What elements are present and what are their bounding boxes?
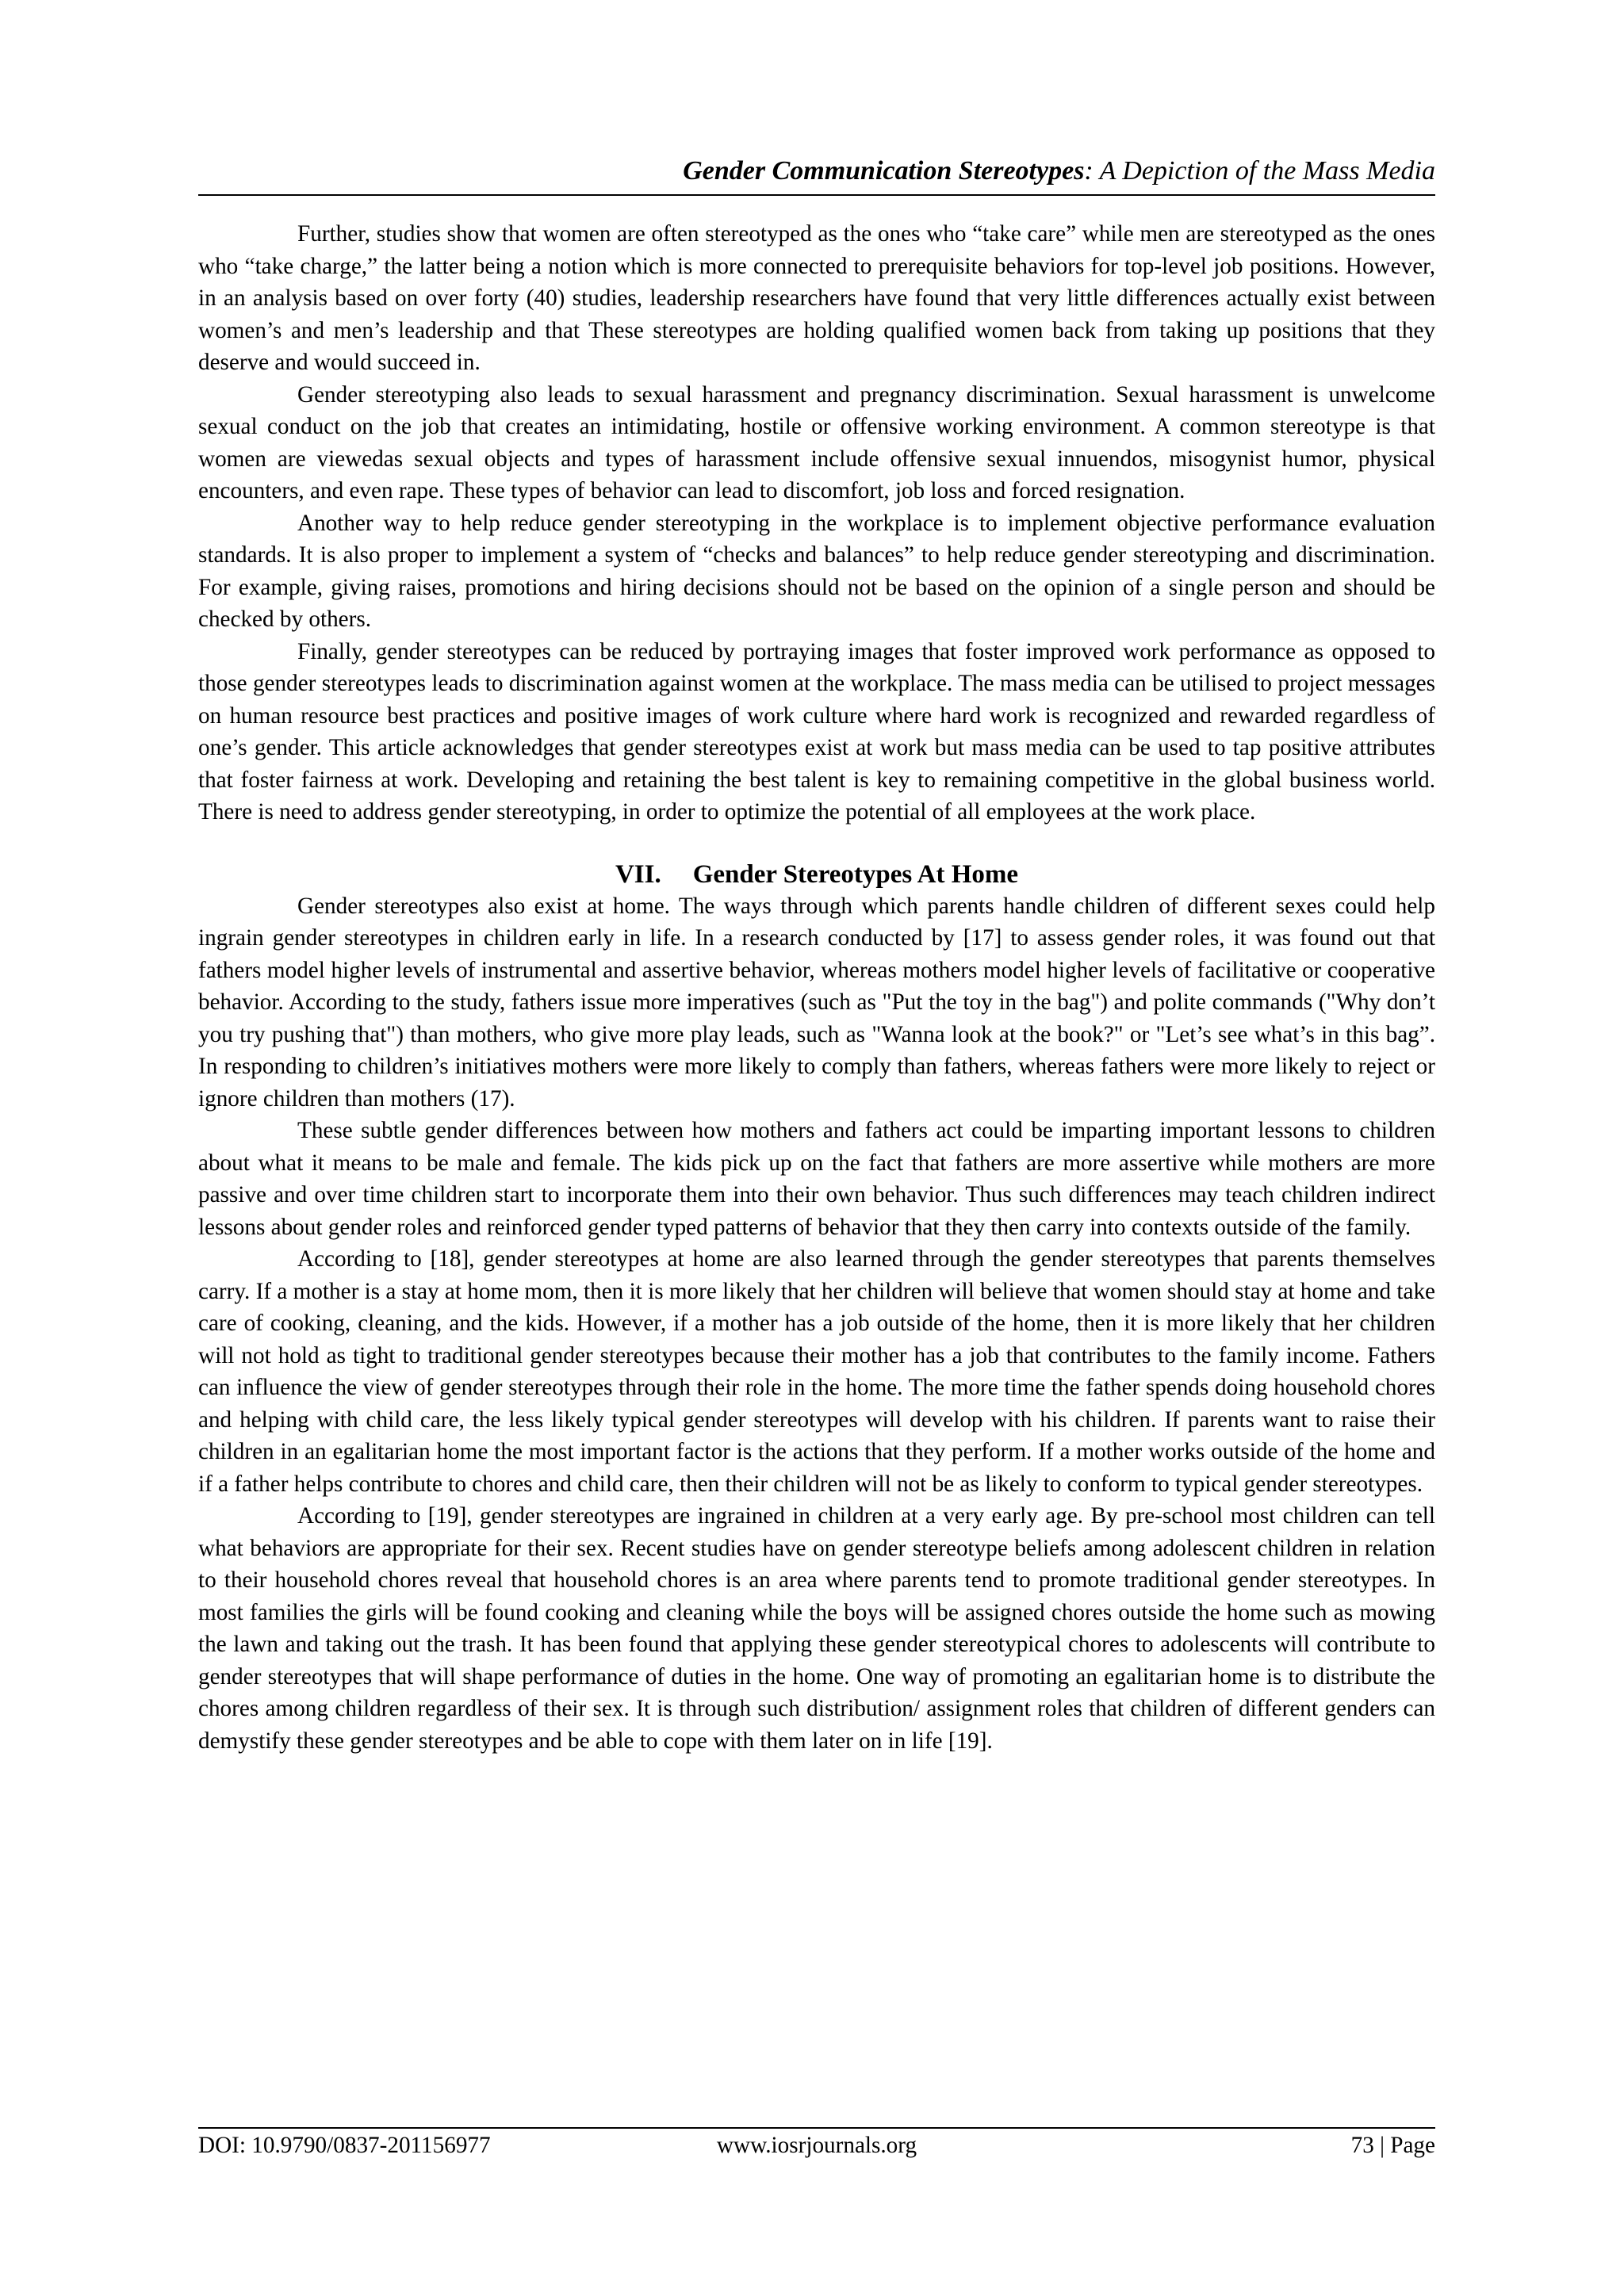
- page-footer: [198, 2130, 1435, 2160]
- footer-doi: DOI: 10.9790/0837-201156977: [198, 2133, 491, 2158]
- body-paragraph: Finally, gender stereotypes can be reduced by portraying images that foster improved work performance as opposed to those gender stereotypes leads to discrimination against women at the workplace. The mass media can be utilised to project messages on human resource best practices and positive images of work culture where hard work is recognized and rewarded regardless of one’s gender. This article acknowledges that gender stereotypes exist at work but mass media can be used to tap positive attributes that foster fairness at work. Developing and retaining the best talent is key to remaining competitive in the global business world. There is need to address gender stereotyping, in order to optimize the potential of all employees at the work place.: [198, 638, 1435, 825]
- section-number: VII.: [615, 859, 661, 889]
- running-header: [198, 155, 1435, 187]
- body-paragraph: These subtle gender differences between how mothers and fathers act could be imparting important lessons to children about what it means to be male and female. The kids pick up on the fact that fathers are more assertive while mothers are more passive and over time children start to incorporate them into their own behavior. Thus such differences may teach children indirect lessons about gender roles and reinforced gender typed patterns of behavior that they then carry into contexts outside of the family.: [198, 1118, 1435, 1240]
- header-title-rest: : A Depiction of the Mass Media: [1084, 156, 1435, 186]
- body-paragraph: Another way to help reduce gender stereotyping in the workplace is to implement objective performance evaluation standards. It is also proper to implement a system of “checks and balances” to help reduce gender stereotyping and discrimination. For example, giving raises, promotions and hiring decisions should not be based on the opinion of a single person and should be checked by others.: [198, 510, 1435, 632]
- header-rule: [198, 194, 1435, 196]
- footer-rule: [198, 2127, 1435, 2129]
- body-paragraph: According to [18], gender stereotypes at home are also learned through the gender stereotypes that parents themselves carry. If a mother is a stay at home mom, then it is more likely that her children will believe that women should stay at home and take care of cooking, cleaning, and the kids. However, if a mother has a job outside of the home, then it is more likely that her children will not hold as tight to traditional gender stereotypes because their mother has a job that contributes to the family income. Fathers can influence the view of gender stereotypes through their role in the home. The more time the father spends doing household chores and helping with child care, the less likely typical gender stereotypes will develop with his children. If parents want to raise their children in an egalitarian home the most important factor is the actions that they perform. If a mother works outside of the home and if a father helps contribute to chores and child care, then their children will not be as likely to conform to typical gender stereotypes.: [198, 1246, 1436, 1497]
- footer-website: www.iosrjournals.org: [716, 2133, 917, 2158]
- section-title: Gender Stereotypes At Home: [692, 859, 1019, 889]
- header-title-bold: Gender Communication Stereotypes: [683, 156, 1085, 186]
- body-paragraph: According to [19], gender stereotypes are ingrained in children at a very early age. By pre-school most children can tell what behaviors are appropriate for their sex. Recent studies have on gender stereotype beliefs among adolescent children in relation to their household chores reveal that household chores is an area where parents tend to promote traditional gender stereotypes. In most families the girls will be found cooking and cleaning while the boys will be assigned chores outside the home such as mowing the lawn and taking out the trash. It has been found that applying these gender stereotypical chores to adolescents will contribute to gender stereotypes that will shape performance of duties in the home. One way of promoting an egalitarian home is to distribute the chores among children regardless of their sex. It is through such distribution/ assignment roles that children of different genders can demystify these gender stereotypes and be able to cope with them later on in life [19].: [198, 1503, 1435, 1754]
- section-heading: [198, 859, 1435, 890]
- article-body: [198, 218, 1435, 1757]
- footer-page-number: 73 | Page: [1350, 2133, 1435, 2158]
- body-paragraph: Gender stereotypes also exist at home. The ways through which parents handle children of different sexes could help ingrain gender stereotypes in children early in life. In a research conducted by [17] to assess gender roles, it was found out that fathers model higher levels of instrumental and assertive behavior, whereas mothers model higher levels of facilitative or cooperative behavior. According to the study, fathers issue more imperatives (such as "Put the toy in the bag") and polite commands ("Why don’t you try pushing that") than mothers, who give more play leads, such as "Wanna look at the book?" or "Let’s see what’s in this bag”. In responding to children’s initiatives mothers were more likely to comply than fathers, whereas fathers were more likely to reject or ignore children than mothers (17).: [198, 893, 1435, 1112]
- body-paragraph: Further, studies show that women are often stereotyped as the ones who “take care” while men are stereotyped as the ones who “take charge,” the latter being a notion which is more connected to prerequisite behaviors for top-level job positions. However, in an analysis based on over forty (40) studies, leadership researchers have found that very little differences actually exist between women’s and men’s leadership and that These stereotypes are holding qualified women back from taking up positions that they deserve and would succeed in.: [198, 221, 1435, 375]
- body-paragraph: Gender stereotyping also leads to sexual harassment and pregnancy discrimination. Sexual harassment is unwelcome sexual conduct on the job that creates an intimidating, hostile or offensive working environment. A common stereotype is that women are viewedas sexual objects and types of harassment include offensive sexual innuendos, misogynist humor, physical encounters, and even rape. These types of behavior can lead to discomfort, job loss and forced resignation.: [198, 381, 1435, 503]
